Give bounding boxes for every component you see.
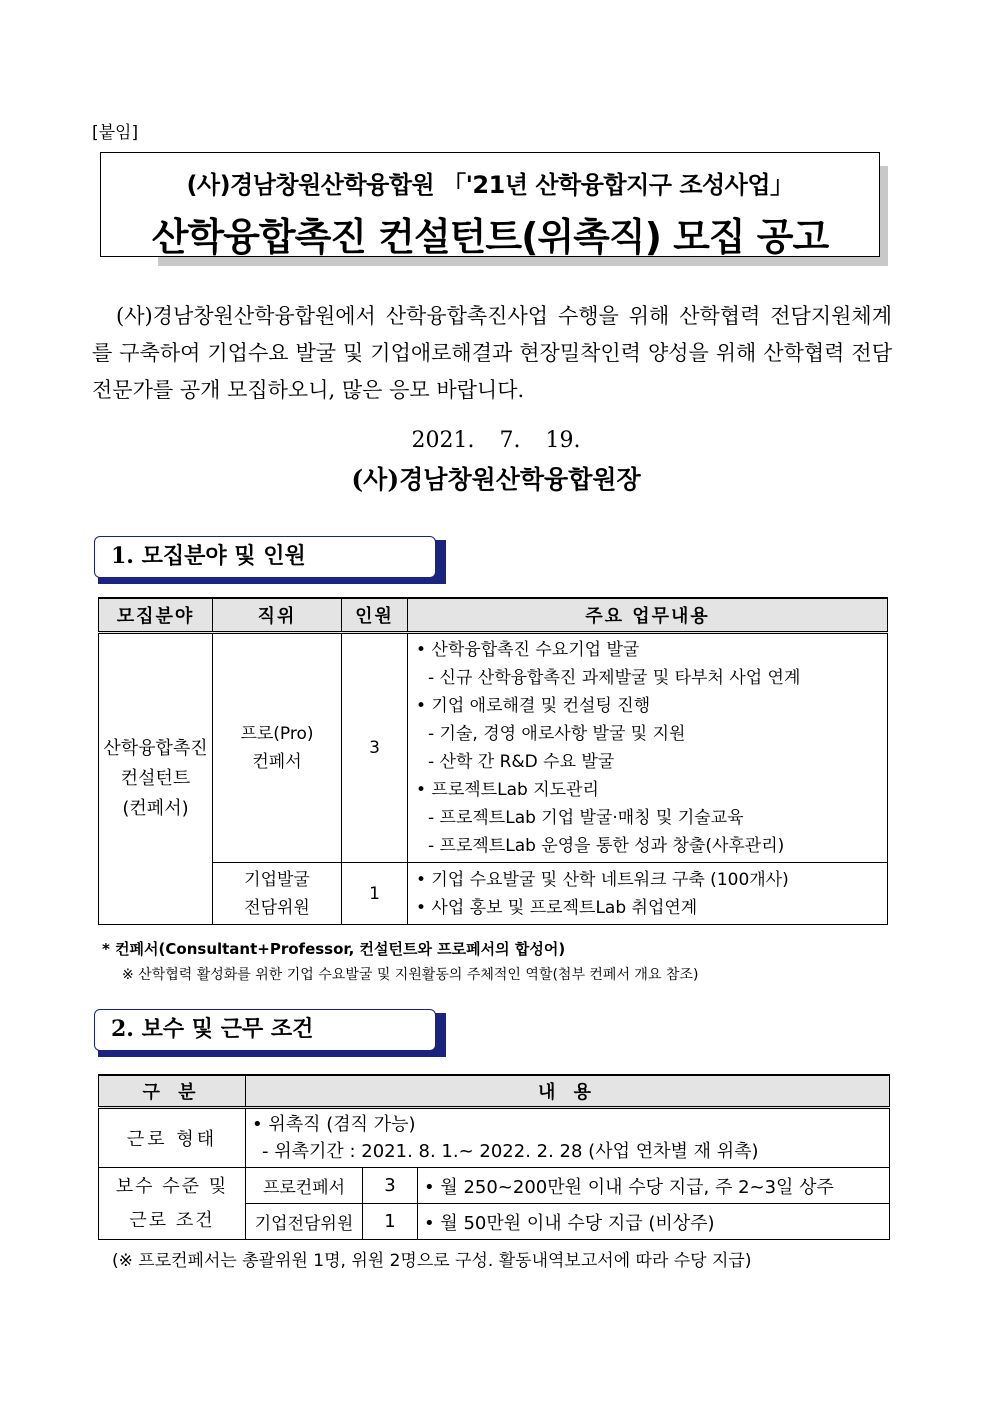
header-position: 직위 — [213, 598, 342, 633]
field-line: 컨설턴트 — [120, 768, 191, 789]
work-type-content — [246, 1108, 890, 1168]
position-line: 기업발굴 — [244, 869, 310, 890]
conditions-table — [98, 1074, 890, 1240]
attachment-label: [붙임] — [92, 123, 139, 143]
work-type-label: 근로 형태 — [99, 1108, 246, 1168]
intro-text: (사)경남창원산학융합원에서 산학융합촉진사업 수행을 위해 산학협력 전담지원체계를 구축하여 기업수요 발굴 및 기업애로해결과 현장밀착인력 양성을 위해 산학협력 전담전문가를 공개 모집하오니, 많은 응모 바랍니다. — [92, 304, 892, 402]
position-cell — [213, 633, 342, 863]
section1-title: 1. 모집분야 및 인원 — [94, 536, 436, 578]
pay-role: 프로컨페서 — [246, 1168, 363, 1204]
count-cell: 3 — [342, 633, 408, 863]
pay-count: 3 — [363, 1168, 418, 1204]
note-reference: ※ 산학협력 활성화를 위한 기업 수요발굴 및 지원활동의 주체적인 역할(첨부 컨페서 개요 참조) — [122, 967, 699, 983]
duties-cell — [408, 633, 888, 863]
header-count: 인원 — [342, 598, 408, 633]
duties-cell — [408, 863, 888, 925]
header-duties: 주요 업무내용 — [408, 598, 888, 633]
note-definition: * 컨페서(Consultant+Professor, 컨설턴트와 프로페서의 합성어) — [102, 940, 566, 958]
header-category: 구 분 — [99, 1075, 246, 1108]
title-box — [100, 152, 880, 257]
duty-subitem: - 산학 간 R&D 수요 발굴 — [428, 752, 615, 772]
position-line: 컨페서 — [252, 752, 302, 772]
count-cell: 1 — [342, 863, 408, 925]
duty-subitem: - 신규 산학융합촉진 과제발굴 및 타부처 사업 연계 — [428, 668, 801, 688]
duty-subitem: - 프로젝트Lab 기업 발굴·매칭 및 기술교육 — [428, 808, 744, 828]
position-line: 전담위원 — [244, 897, 310, 918]
recruitment-table — [98, 597, 888, 925]
pay-desc: • 월 250~200만원 이내 수당 지급, 주 2~3일 상주 — [418, 1168, 890, 1204]
title-line1: (사)경남창원산학융합원 「'21년 산학융합지구 조성사업」 — [186, 171, 794, 199]
position-line: 프로(Pro) — [240, 724, 314, 744]
intro-paragraph — [92, 298, 892, 409]
pay-footnote: (※ 프로컨페서는 총괄위원 1명, 위원 2명으로 구성. 활동내역보고서에 따라 수당 지급) — [112, 1251, 752, 1271]
duty-item: • 기업 애로해결 및 컨설팅 진행 — [416, 696, 651, 716]
section2-title: 2. 보수 및 근무 조건 — [94, 1009, 436, 1051]
header-content: 내 용 — [246, 1075, 890, 1108]
duty-subitem: - 프로젝트Lab 운영을 통한 성과 창출(사후관리) — [428, 836, 785, 856]
duty-item: • 기업 수요발굴 및 산학 네트워크 구축 (100개사) — [416, 869, 789, 890]
pay-label-line: 근로 조건 — [129, 1209, 215, 1231]
field-cell — [99, 633, 213, 925]
duty-subitem: - 기술, 경영 애로사항 발굴 및 지원 — [428, 724, 686, 744]
pay-desc: • 월 50만원 이내 수당 지급 (비상주) — [418, 1204, 890, 1240]
duty-item: • 산학융합촉진 수요기업 발굴 — [416, 640, 640, 660]
pay-role: 기업전담위원 — [246, 1204, 363, 1240]
pay-label-line: 보수 수준 및 — [115, 1175, 229, 1197]
announcement-date: 2021. 7. 19. — [411, 428, 581, 453]
header-field: 모집분야 — [99, 598, 213, 633]
page-title: 산학융합촉진 컨설턴트(위촉직) 모집 공고 — [151, 215, 829, 259]
work-type-line: - 위촉기간 : 2021. 8. 1.~ 2022. 2. 28 (사업 연차별 재 위촉) — [262, 1141, 759, 1162]
field-line: (컨페서) — [122, 798, 189, 819]
field-line: 산학융합촉진 — [103, 738, 208, 759]
position-cell — [213, 863, 342, 925]
pay-label — [99, 1168, 246, 1240]
issuer-name: (사)경남창원산학융합원장 — [351, 465, 641, 494]
pay-count: 1 — [363, 1204, 418, 1240]
work-type-line: • 위촉직 (겸직 가능) — [252, 1114, 416, 1135]
duty-item: • 프로젝트Lab 지도관리 — [416, 780, 599, 800]
duty-item: • 사업 홍보 및 프로젝트Lab 취업연계 — [416, 897, 698, 918]
